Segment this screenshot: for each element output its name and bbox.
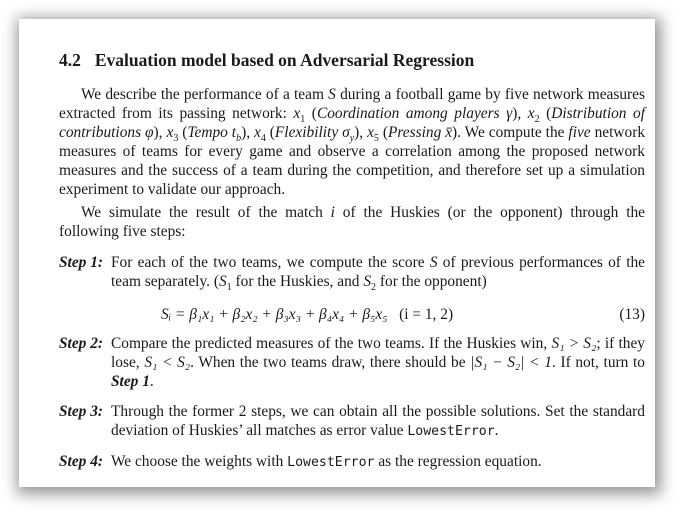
equation-number: (13) [619,306,645,323]
math-subscript: b [236,133,242,145]
step-1 [59,253,645,294]
step-label: Step 3: [59,403,104,420]
text-run: . When the two teams draw, there should be [190,354,471,371]
math-subscript: y [349,133,355,145]
math-subscript: 2 [534,114,540,126]
step-text [111,253,645,294]
measure-name: Pressing x̄ [387,124,453,141]
text-run: Compare the predicted measures of the two teams. If the Huskies win, [111,335,552,352]
step-text [111,452,645,472]
math-var: x [527,105,535,122]
formula-text: Sᵢ = β₁x₁ + β₂x₂ + β₃x₃ + β₄x₄ + β₅x₅ [161,306,388,323]
step-text [111,402,645,441]
math-var: i [330,204,335,221]
text-run: . [494,422,499,439]
step-2 [59,334,645,391]
text-run: We simulate the result of the match [81,204,331,221]
measure-name: Distribution of contributions φ [59,105,645,141]
section-number: 4.2 [59,50,81,70]
math-var: S [218,273,227,290]
steps-list [59,253,645,472]
text-run: For each of the two teams, we compute the score [111,254,430,271]
step-4 [59,452,645,472]
step-3 [59,402,645,441]
text-run: as the regression equation. [374,453,542,470]
section-title: Evaluation model based on Adversarial Regression [94,50,475,70]
math-var: x [166,124,174,141]
math-inequality: |S₁ − S₂| < 1 [470,354,552,371]
step-label: Step 2: [59,335,104,352]
text-run: . [149,373,154,390]
math-subscript: 3 [173,133,179,145]
measure-name: Coordination among players γ [316,105,513,122]
math-var: x [254,124,261,141]
measure-name: Flexibility σ [274,124,350,141]
text-run: . If not, turn to [551,354,645,371]
code-term: LowestError [407,424,495,439]
math-subscript: 5 [373,133,379,145]
math-var: x [293,105,301,122]
text-run: ; if they lose, [111,335,645,371]
math-var: S [429,254,438,271]
formula-condition: (i = 1, 2) [399,306,454,323]
text-run: for the opponent) [376,273,487,290]
text-run: during a football game by five network measures extracted from its passing network: [59,86,645,122]
math-inequality: S₁ > S₂ [551,335,597,352]
step-label: Step 4: [59,453,104,470]
step-label: Step 1: [59,254,104,271]
document-page [19,19,655,487]
paragraph-intro: We describe the performance of a team S during a football game by five network measures extracted from its passing network: $x_1$ (Coordination among players γ), $x_2$ (Distribution of contributions φ), $x_3$ (Tempo $t_b$), $x_4$ (Flexibility $\sigma_y$), $x_5$ (Pressing x̄). We compute the five network measures of teams for every game and observe a correlation among the proposed network measures and the success of a team during the competition, and therefore set up a simulation experiment to validate our approach. [59,86,646,198]
math-subscript: 2 [371,282,377,294]
section-heading [59,49,645,71]
emphasis: five [568,124,591,141]
equation-formula [161,305,453,324]
math-var: S [328,86,336,103]
page-content [59,49,645,483]
step-text [111,334,645,391]
text-run: for the Huskies, and [231,273,364,290]
text-run: of the Huskies (or the opponent) through the following five steps: [59,204,645,240]
math-subscript: 1 [300,114,306,126]
math-var: x [367,124,374,141]
text-run: Through the former 2 steps, we can obtain all the possible solutions. Set the standard deviation of Huskies’ all matches as error value [111,403,645,439]
equation-13 [59,302,645,328]
measure-name: Tempo t [187,124,237,141]
math-inequality: S₁ < S₂ [144,354,191,371]
code-term: LowestError [287,455,375,470]
math-var: S [363,273,372,290]
text-run: We choose the weights with [111,453,288,470]
text-run: ). We compute the [452,124,569,141]
math-subscript: 1 [226,282,232,294]
paragraph-simulation [59,203,645,241]
step-reference: Step 1 [111,373,150,390]
text-run: of previous performances of the team separately. ( [111,254,645,290]
text-run: We describe the performance of a team [81,86,329,103]
text-run: network measures of teams for every game and observe a correlation among the proposed network measures and the success of a team during the competition, and therefore set up a simulation experiment to validate our approach. [59,124,646,198]
math-subscript: 4 [260,133,266,145]
